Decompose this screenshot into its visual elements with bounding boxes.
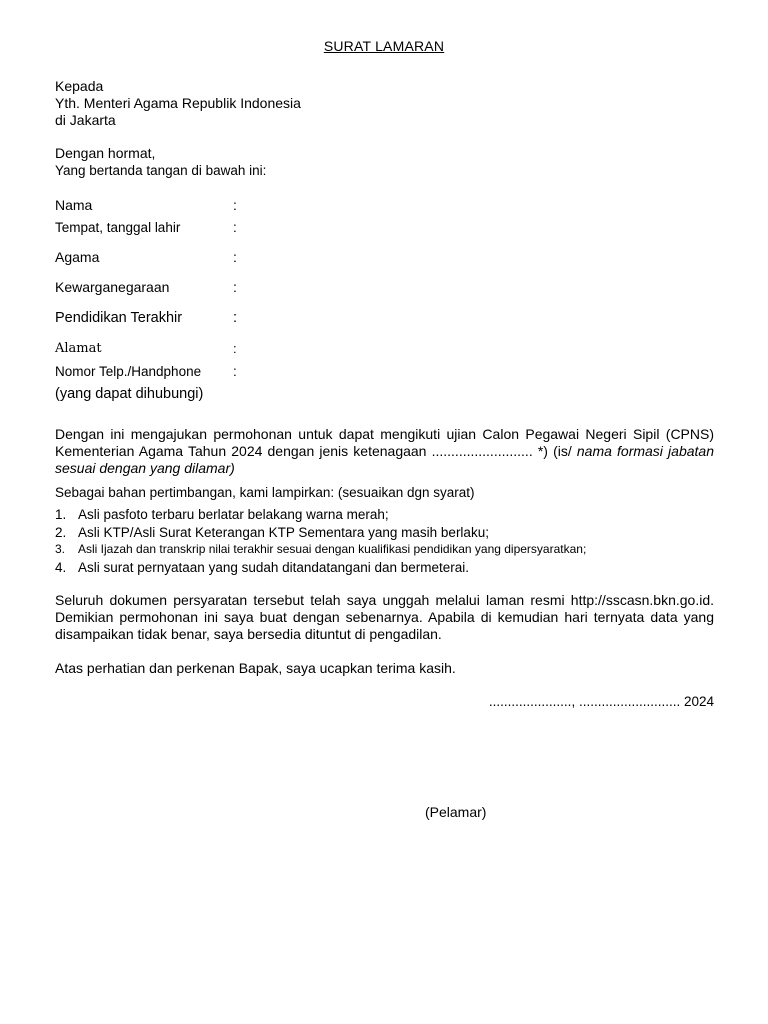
application-paragraph-main: Dengan ini mengajukan permohonan untuk dapat mengikuti ujian Calon Pegawai Negeri Sipil (CPNS) Kementerian Agama Tahun 2024 dengan jenis ketenagaan .......................... *) (is/ xyxy=(55,426,714,459)
list-item-text: Asli surat pernyataan yang sudah ditandatangani dan bermeterai. xyxy=(78,559,470,575)
list-item-text: Asli Ijazah dan transkrip nilai terakhir sesuai dengan kualifikasi pendidikan yang dipersyaratkan; xyxy=(78,542,587,556)
field-label-kewarganegaraan: Kewarganegaraan xyxy=(55,279,170,295)
field-ttl xyxy=(55,220,455,238)
list-item-number: 1. xyxy=(55,507,67,522)
application-paragraph xyxy=(55,426,714,477)
greeting-line-1: Dengan hormat, xyxy=(55,145,156,161)
list-item xyxy=(55,506,714,524)
application-paragraph-italic: nama formasi jabatan sesuai dengan yang dilamar) xyxy=(55,443,714,476)
recipient-address xyxy=(55,78,301,129)
statement-paragraph: Seluruh dokumen persyaratan tersebut telah saya unggah melalui laman resmi http://sscasn.bkn.go.id. Demikian permohonan ini saya buat dengan sebenarnya. Apabila di kemudian hari ternyata data yang disampaikan tidak benar, saya bersedia dituntut di pengadilan. xyxy=(55,592,714,642)
address-line-3: di Jakarta xyxy=(55,112,116,128)
field-colon: : xyxy=(233,279,237,295)
field-nama xyxy=(55,197,455,215)
address-line-2: Yth. Menteri Agama Republik Indonesia xyxy=(55,95,301,111)
field-colon: : xyxy=(233,364,237,379)
list-item xyxy=(55,541,714,559)
attachments-list xyxy=(55,506,714,576)
field-kewarganegaraan xyxy=(55,279,455,297)
attachments-intro: Sebagai bahan pertimbangan, kami lampirkan: (sesuaikan dgn syarat) xyxy=(55,485,475,500)
field-colon: : xyxy=(233,249,237,265)
field-label-telp: Nomor Telp./Handphone xyxy=(55,364,202,379)
field-label-ttl: Tempat, tanggal lahir xyxy=(55,220,181,235)
field-label-pendidikan: Pendidikan Terakhir xyxy=(55,310,183,326)
field-pendidikan xyxy=(55,310,455,328)
list-item-number: 4. xyxy=(55,559,67,575)
field-telp-note: (yang dapat dihubungi) xyxy=(55,386,204,402)
list-item-text: Asli KTP/Asli Surat Keterangan KTP Sementara yang masih berlaku; xyxy=(78,524,489,540)
field-agama xyxy=(55,249,455,267)
list-item-number: 2. xyxy=(55,524,67,540)
field-colon: : xyxy=(233,220,237,235)
field-label-agama: Agama xyxy=(55,249,100,265)
list-item-text: Asli pasfoto terbaru berlatar belakang warna merah; xyxy=(78,507,389,522)
closing-line: Atas perhatian dan perkenan Bapak, saya ucapkan terima kasih. xyxy=(55,660,456,676)
field-label-nama: Nama xyxy=(55,197,93,213)
field-telp xyxy=(55,364,455,382)
greeting xyxy=(55,145,266,179)
field-colon: : xyxy=(233,341,237,356)
field-colon: : xyxy=(233,310,238,326)
signer-label: (Pelamar) xyxy=(425,804,487,820)
field-label-alamat: Alamat xyxy=(55,341,102,356)
list-item xyxy=(55,524,714,542)
letter-title: SURAT LAMARAN xyxy=(323,38,445,54)
greeting-line-2: Yang bertanda tangan di bawah ini: xyxy=(55,163,267,178)
field-colon: : xyxy=(233,197,237,213)
field-alamat xyxy=(55,341,455,359)
list-item xyxy=(55,559,714,577)
list-item-number: 3. xyxy=(55,542,66,556)
date-line: ......................, ........................... 2024 xyxy=(488,694,714,709)
address-line-1: Kepada xyxy=(55,78,104,94)
